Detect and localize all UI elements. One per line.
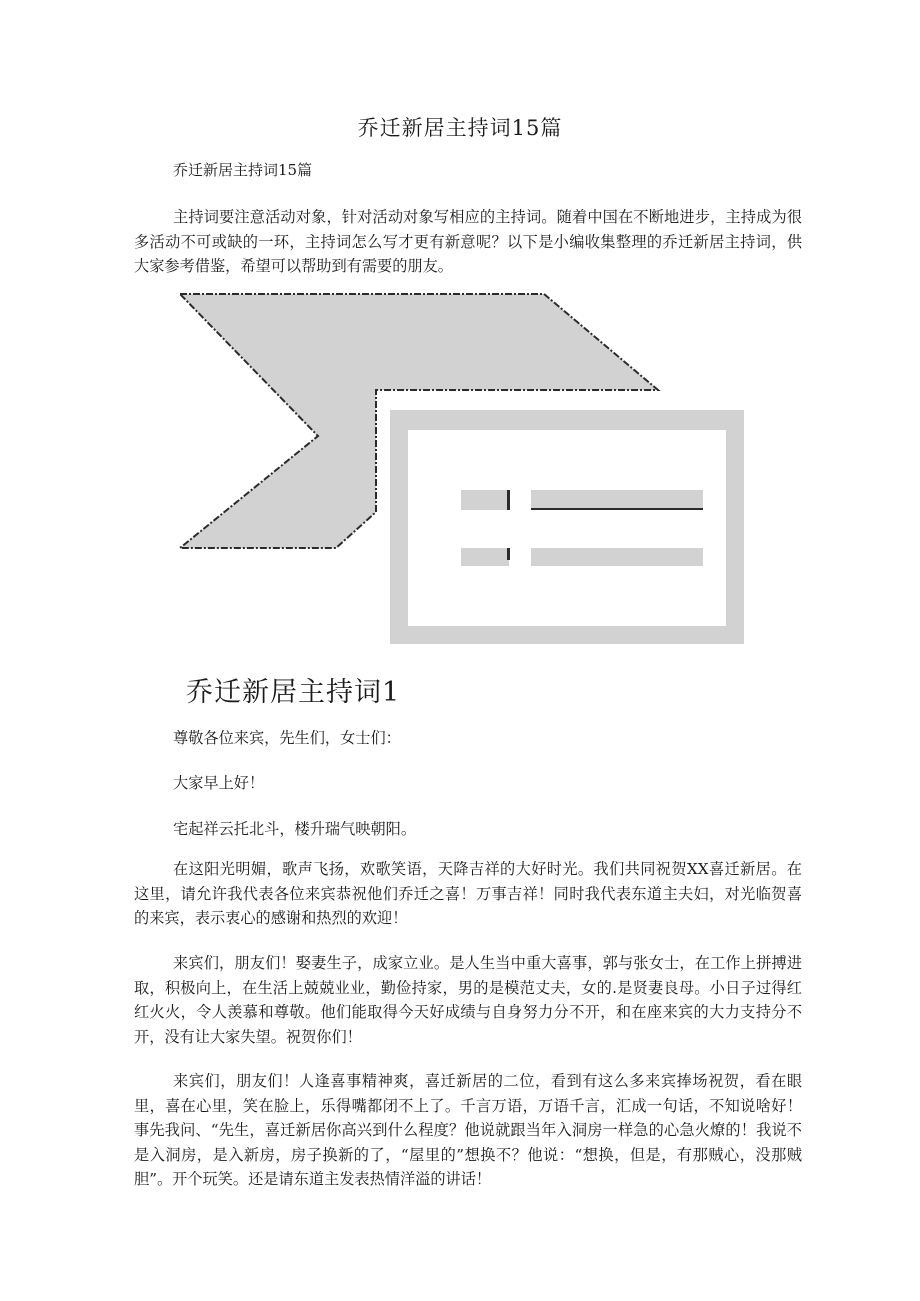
intro-paragraph: 主持词要注意活动对象，针对活动对象写相应的主持词。随着中国在不断地进步，主持成为很多活动不可或缺的一环，主持词怎么写才更有新意呢？以下是小编收集整理的乔迁新居主持词，供大家参考借鉴，希望可以帮助到有需要的朋友。 — [134, 208, 802, 275]
morning-line: 大家早上好！ — [173, 774, 265, 792]
document-title: 乔迁新居主持词15篇 — [357, 116, 563, 140]
document-card-illustration — [176, 290, 748, 648]
document-subtitle: 乔迁新居主持词15篇 — [173, 161, 313, 179]
paragraph-2: 来宾们，朋友们！娶妻生子，成家立业。是人生当中重大喜事，郭与张女士，在工作上拼搏进取，积极向上，在生活上兢兢业业，勤俭持家，男的是模范丈夫，女的.是贤妻良母。小日子过得红红火火，令人羡慕和尊敬。他们能取得今天好成绩与自身努力分不开，和在座来宾的大力支持分不开，没有让大家失望。祝贺你们！ — [134, 954, 802, 1046]
paragraph-1: 在这阳光明媚，歌声飞扬，欢歌笑语，天降吉祥的大好时光。我们共同祝贺XX喜迁新居。在这里，请允许我代表各位来宾恭祝他们乔迁之喜！万事吉祥！同时我代表东道主夫妇，对光临贺喜的来宾，表示衷心的感谢和热烈的欢迎！ — [134, 860, 802, 927]
paragraph-3: 来宾们，朋友们！人逢喜事精神爽，喜迁新居的二位，看到有这么多来宾捧场祝贺，看在眼里，喜在心里，笑在脸上，乐得嘴都闭不上了。千言万语，万语千言，汇成一句话，不知说啥好！事先我问、“先生，喜迁新居你高兴到什么程度？他说就跟当年入洞房一样急的心急火燎的！我说不是入洞房，是入新房，房子换新的了，“屋里的”想换不？他说：“想换，但是，有那贼心，没那贼胆”。开个玩笑。还是请东道主发表热情洋溢的讲话！ — [134, 1072, 802, 1188]
row1-value-bar — [531, 490, 703, 510]
row2-value-bar — [531, 548, 703, 566]
section-heading: 乔迁新居主持词1 — [186, 677, 401, 708]
row2-label-bar — [461, 548, 509, 566]
row1-label-bar — [461, 490, 509, 510]
couplet-line: 宅起祥云托北斗，楼升瑞气映朝阳。 — [173, 820, 416, 838]
card-inner-panel — [408, 430, 726, 626]
greeting-line: 尊敬各位来宾，先生们，女士们： — [173, 729, 401, 747]
